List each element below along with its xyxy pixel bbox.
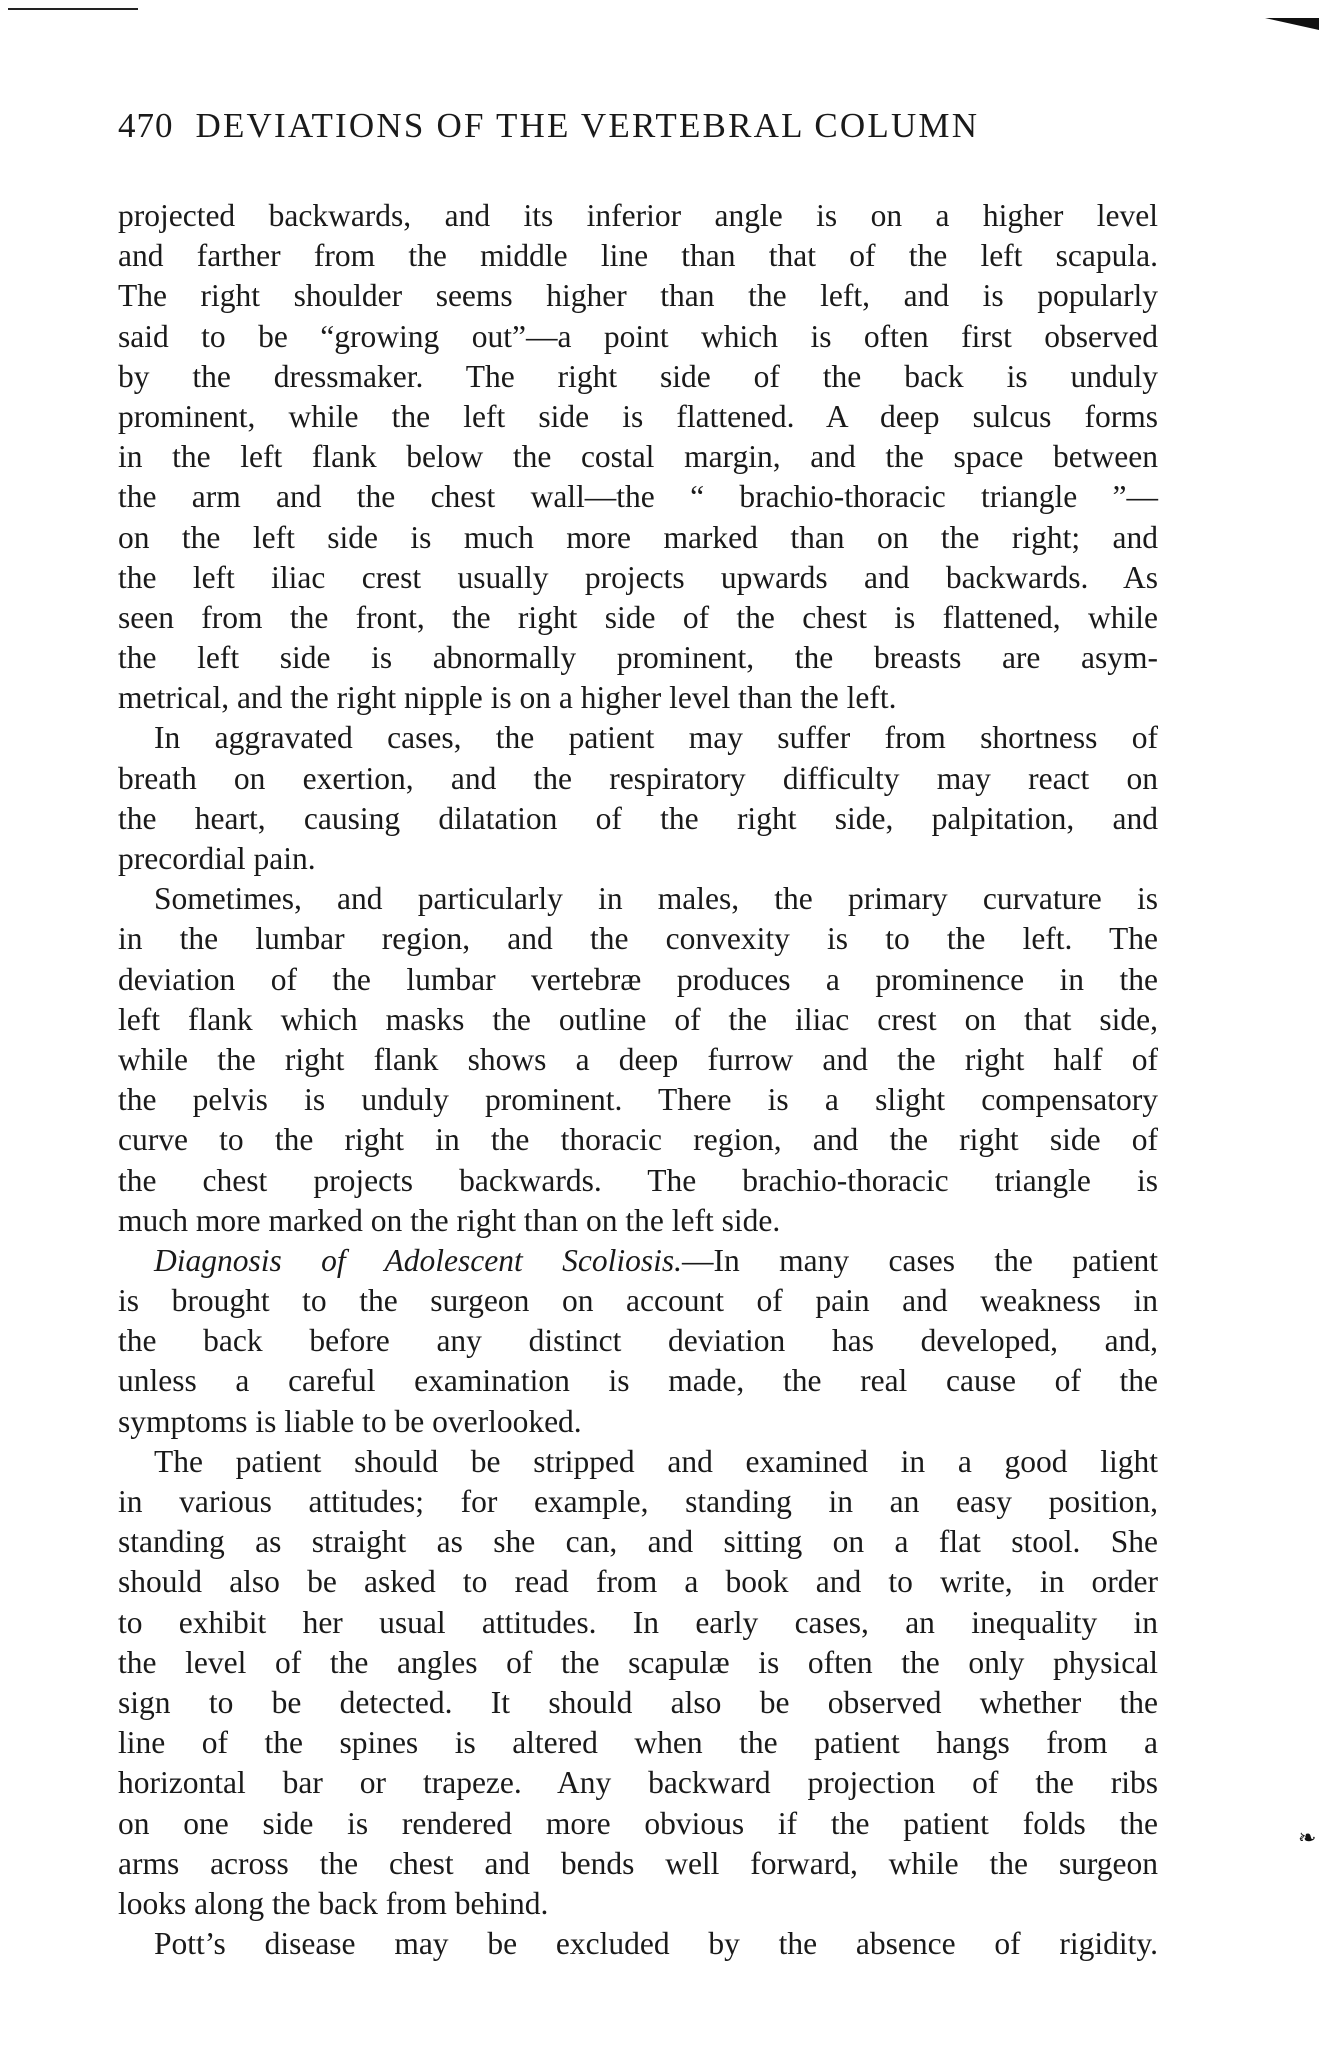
paragraph	[118, 879, 1158, 1241]
text-line: deviation of the lumbar vertebræ produces a prominence in the	[118, 961, 1158, 997]
text-line: precordial pain.	[118, 841, 316, 876]
paragraph	[118, 1924, 1158, 1964]
text-line: while the right flank shows a deep furrow and the right half of	[118, 1041, 1158, 1077]
text-line: Sometimes, and particularly in males, the primary curvature is	[154, 881, 1158, 917]
text-line: left flank which masks the outline of the iliac crest on that side,	[118, 1001, 1158, 1037]
paragraph	[118, 196, 1158, 718]
running-header	[118, 106, 1168, 156]
text-line: The patient should be stripped and examined in a good light	[154, 1443, 1158, 1479]
text-line: in various attitudes; for example, standing in an easy position,	[118, 1484, 1158, 1519]
text-line: in the left flank below the costal margin, and the space between	[118, 439, 1158, 475]
text-line: arms across the chest and bends well forward, while the surgeon	[118, 1845, 1158, 1881]
text-line: on the left side is much more marked than on the right; and	[118, 519, 1158, 555]
text-line: the left side is abnormally prominent, the breasts are asym-	[118, 640, 1158, 676]
text-line: metrical, and the right nipple is on a higher level than the left.	[118, 680, 897, 716]
text-line: the left iliac crest usually projects upwards and backwards. As	[118, 559, 1158, 595]
text-line: sign to be detected. It should also be observed whether the	[118, 1684, 1158, 1720]
running-title: DEVIATIONS OF THE VERTEBRAL COLUMN	[195, 106, 980, 145]
text-line: to exhibit her usual attitudes. In early cases, an inequality in	[118, 1604, 1158, 1640]
text-line: the chest projects backwards. The brachio-thoracic triangle is	[118, 1162, 1158, 1198]
text-line: The right shoulder seems higher than the left, and is popularly	[118, 278, 1158, 314]
text-line: Pott’s disease may be excluded by the absence of rigidity.	[154, 1926, 1158, 1962]
paragraph	[118, 1241, 1158, 1442]
text-line	[118, 1241, 1158, 1281]
page-number: 470	[118, 106, 174, 145]
text-line: line of the spines is altered when the patient hangs from a	[118, 1725, 1158, 1761]
text-line: breath on exertion, and the respiratory difficulty may react on	[118, 760, 1158, 796]
text-line: looks along the back from behind.	[118, 1885, 549, 1921]
text-line: horizontal bar or trapeze. Any backward projection of the ribs	[118, 1765, 1158, 1801]
text-line: in the lumbar region, and the convexity is to the left. The	[118, 921, 1158, 957]
text-line: the back before any distinct deviation has developed, and,	[118, 1323, 1158, 1359]
text-line: should also be asked to read from a book and to write, in order	[118, 1564, 1158, 1600]
scan-edge-mark	[8, 8, 138, 10]
paragraph	[118, 718, 1158, 879]
scan-corner-mark	[1265, 18, 1319, 30]
body-text	[118, 196, 1158, 1964]
text-line: much more marked on the right than on the left side.	[118, 1202, 781, 1238]
text-line: projected backwards, and its inferior angle is on a higher level	[118, 198, 1158, 233]
section-heading: Diagnosis of Adolescent Scoliosis.	[154, 1242, 682, 1278]
text-line: on one side is rendered more obvious if the patient folds the	[118, 1805, 1158, 1841]
text-line: symptoms is liable to be overlooked.	[118, 1403, 582, 1439]
text-line: and farther from the middle line than that of the left scapula.	[118, 238, 1158, 274]
text-line: curve to the right in the thoracic region, and the right side of	[118, 1122, 1158, 1158]
text-line: is brought to the surgeon on account of pain and weakness in	[118, 1283, 1158, 1319]
text-line: In aggravated cases, the patient may suffer from shortness of	[154, 720, 1158, 756]
text-line: the level of the angles of the scapulæ is often the only physical	[118, 1644, 1158, 1680]
text-line: seen from the front, the right side of the chest is flattened, while	[118, 599, 1158, 635]
paragraph	[118, 1442, 1158, 1924]
text-line: the heart, causing dilatation of the right side, palpitation, and	[118, 800, 1158, 836]
stray-ink-mark: ❧	[1298, 1825, 1317, 1850]
text-line: the pelvis is unduly prominent. There is a slight compensatory	[118, 1082, 1158, 1118]
text-line: unless a careful examination is made, the real cause of the	[118, 1363, 1158, 1399]
text-line: the arm and the chest wall—the “ brachio-thoracic triangle ”—	[118, 479, 1158, 515]
heading-line-rest: —In many cases the patient	[682, 1242, 1158, 1278]
text-line: standing as straight as she can, and sitting on a flat stool. She	[118, 1524, 1158, 1560]
text-line: prominent, while the left side is flattened. A deep sulcus forms	[118, 398, 1158, 434]
text-line: by the dressmaker. The right side of the back is unduly	[118, 358, 1158, 394]
text-line: said to be “growing out”—a point which is often first observed	[118, 318, 1158, 354]
